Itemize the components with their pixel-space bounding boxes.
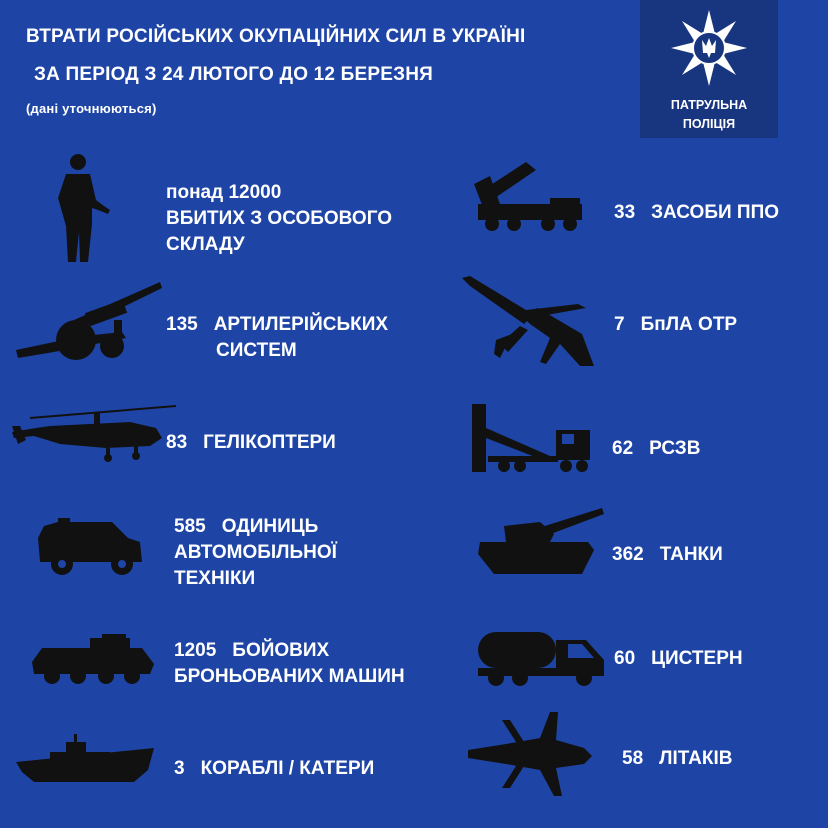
mlrs-stat — [612, 436, 700, 462]
drones-label: БпЛА ОТР — [640, 314, 738, 335]
drones-stat — [614, 312, 737, 338]
soldier-icon — [52, 152, 114, 264]
tankers-stat — [614, 646, 743, 672]
vehicles-label: ОДИНИЦЬ — [221, 516, 319, 537]
ships-label: КОРАБЛІ / КАТЕРИ — [200, 758, 375, 779]
tankers-count: 60 — [614, 648, 636, 669]
drones-count: 7 — [614, 314, 625, 335]
artillery-icon — [14, 280, 164, 366]
title-line-1: ВТРАТИ РОСІЙСЬКИХ ОКУПАЦІЙНИХ СИЛ В УКРАЇНІ — [26, 26, 526, 47]
air-defense-label: ЗАСОБИ ППО — [651, 202, 780, 223]
mlrs-label: РСЗВ — [649, 438, 701, 459]
artillery-stat — [166, 312, 388, 364]
aircraft-label: ЛІТАКІВ — [659, 748, 733, 769]
air-defense-count: 33 — [614, 202, 636, 223]
apc-label-2: БРОНЬОВАНИХ МАШИН — [174, 666, 405, 687]
tanks-stat — [612, 542, 723, 568]
title-line-2: ЗА ПЕРІОД З 24 ЛЮТОГО ДО 12 БЕРЕЗНЯ — [34, 64, 434, 85]
data-note: (дані уточнюються) — [26, 101, 157, 116]
air-defense-stat — [614, 200, 779, 226]
mlrs-count: 62 — [612, 438, 634, 459]
tanks-count: 362 — [612, 544, 644, 565]
helicopters-count: 83 — [166, 432, 188, 453]
vehicles-count: 585 — [174, 516, 206, 537]
badge-label-line-1: ПАТРУЛЬНА — [670, 98, 748, 112]
vehicles-label-2: АВТОМОБІЛЬНОЇ — [174, 542, 337, 563]
apc-icon — [30, 632, 156, 688]
artillery-count: 135 — [166, 314, 198, 335]
apc-count: 1205 — [174, 640, 217, 661]
badge-label-line-2: ПОЛІЦІЯ — [682, 117, 736, 131]
helicopters-stat — [166, 430, 336, 456]
tankers-label: ЦИСТЕРН — [651, 648, 743, 669]
apc-stat — [174, 638, 405, 690]
soldiers-count: понад 12000 — [166, 182, 282, 203]
vehicles-stat — [174, 514, 337, 592]
warship-icon — [14, 730, 156, 788]
armored-vehicle-icon — [36, 516, 144, 578]
air-defense-icon — [470, 158, 586, 236]
soldiers-label: ВБИТИХ З ОСОБОВОГО — [166, 208, 392, 229]
rocket-launcher-icon — [470, 402, 594, 474]
aircraft-count: 58 — [622, 748, 644, 769]
artillery-label: АРТИЛЕРІЙСЬКИХ — [213, 314, 389, 335]
police-star-emblem-icon — [640, 0, 778, 96]
ships-count: 3 — [174, 758, 185, 779]
aircraft-stat — [622, 746, 732, 772]
patrol-police-badge — [640, 0, 778, 138]
soldiers-label-2: СКЛАДУ — [166, 234, 245, 255]
fighter-jet-icon — [466, 708, 594, 800]
ships-stat — [174, 756, 374, 782]
helicopters-label: ГЕЛІКОПТЕРИ — [203, 432, 336, 453]
vehicles-label-3: ТЕХНІКИ — [174, 568, 256, 589]
tanks-label: ТАНКИ — [659, 544, 723, 565]
drone-icon — [460, 274, 600, 370]
apc-label: БОЙОВИХ — [232, 640, 330, 661]
tank-icon — [476, 504, 606, 578]
fuel-tanker-icon — [476, 626, 606, 688]
soldiers-stat — [166, 180, 392, 258]
artillery-label-2: СИСТЕМ — [216, 340, 297, 361]
helicopter-icon — [10, 404, 178, 464]
